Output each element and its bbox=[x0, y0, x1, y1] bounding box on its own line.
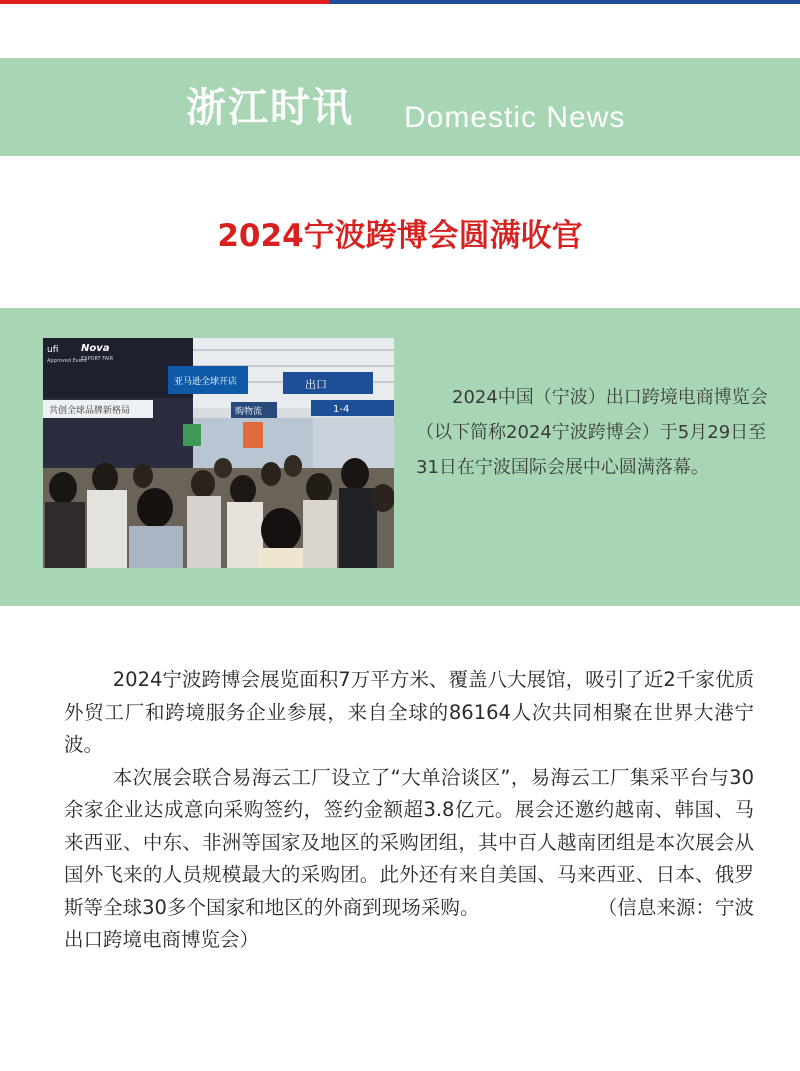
top-color-stripe bbox=[0, 0, 800, 5]
exhibition-photo bbox=[43, 338, 394, 568]
booth-sign-2: 亚马逊全球开店 bbox=[174, 377, 238, 387]
ufi-logo: ufi bbox=[47, 345, 59, 355]
ufi-sub: Approved Event bbox=[47, 358, 87, 364]
hall-sign-exit: 出口 bbox=[305, 378, 327, 391]
intro-paragraph: 2024中国（宁波）出口跨境电商博览会（以下简称2024宁波跨博会）于5月29日至31日在宁波国际会展中心圆满落幕。 bbox=[416, 387, 768, 478]
top-stripe-red bbox=[0, 0, 330, 4]
exhibitor-logo: Nova bbox=[81, 343, 110, 354]
article-body bbox=[64, 664, 754, 957]
body-paragraph-2-text: 本次展会联合易海云工厂设立了“大单洽谈区”，易海云工厂集采平台与30余家企业达成意向采购签约，签约金额超3.8亿元。展会还邀约越南、韩国、马来西亚、中东、非洲等国家及地区的采购团组，其中百人越南团组是本次展会从国外飞来的人员规模最大的采购团。此外还有来自美国、马来西亚、日本、俄罗斯等全球30多个国家和地区的外商到现场采购。 bbox=[64, 765, 754, 919]
body-paragraph-2 bbox=[64, 762, 754, 957]
side-sign: 购物流 bbox=[235, 407, 263, 417]
hall-sign-halls: 1-4 bbox=[333, 404, 350, 415]
section-title-zh: 浙江时讯 bbox=[186, 85, 354, 131]
body-paragraph-1: 2024宁波跨博会展览面积7万平方米、覆盖八大展馆，吸引了近2千家优质外贸工厂和跨境服务企业参展，来自全球的86164人次共同相聚在世界大港宁波。 bbox=[64, 668, 754, 756]
booth-sign-1: 共创全球品牌新格局 bbox=[49, 406, 131, 416]
top-stripe-blue bbox=[330, 0, 800, 4]
article-title: 2024宁波跨博会圆满收官 bbox=[217, 218, 583, 254]
section-title-en: Domestic News bbox=[404, 101, 626, 134]
source-note: （信息来源：宁波出口跨境电商博览会） bbox=[64, 895, 754, 951]
exhibitor-sub: EXPORT FAIR bbox=[81, 356, 114, 362]
section-banner bbox=[0, 58, 800, 156]
intro-panel bbox=[0, 308, 800, 606]
